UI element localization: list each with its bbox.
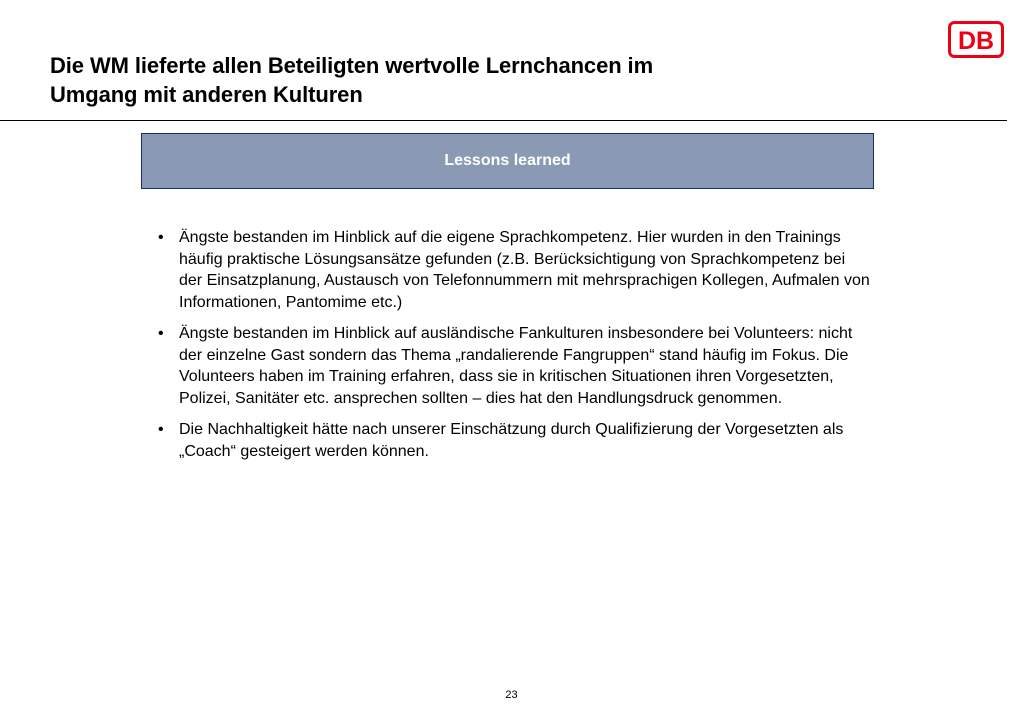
page-number: 23 [505,689,518,701]
lessons-learned-header [141,133,874,189]
bullet-item [158,419,870,462]
lessons-learned-label: Lessons learned [444,152,571,169]
bullet-item [158,227,870,313]
bullet-text: Die Nachhaltigkeit hätte nach unserer Einschätzung durch Qualifizierung der Vorgesetzten als „Coach“ gesteigert werden können. [179,421,844,460]
slide-title-line-2: Umgang mit anderen Kulturen [50,82,363,107]
slide-title-line-1: Die WM lieferte allen Beteiligten wertvolle Lernchancen im [50,53,654,78]
bullet-icon: • [158,325,164,342]
bullet-text: Ängste bestanden im Hinblick auf die eigene Sprachkompetenz. Hier wurden in den Trainings häufig praktische Lösungsansätze gefunden (z.B. Berücksichtigung von Sprachkompetenz bei der Einsatzplanung, Austausch von Telefonnummern mit mehrsprachigen Kollegen, Aufmalen von Informationen, Pantomime etc.) [179,229,870,311]
bullet-item [158,323,870,409]
bullet-text: Ängste bestanden im Hinblick auf ausländische Fankulturen insbesondere bei Volunteers: nicht der einzelne Gast sondern das Thema „randalierende Fangruppen“ stand häufig im Fokus. Die Volunteers haben im Training erfahren, dass sie in kritischen Situationen ihren Vorgesetzten, Polizei, Sanitäter etc. ansprechen sollten – dies hat den Handlungsdruck genommen. [179,325,853,407]
bullet-list [158,227,870,472]
bullet-icon: • [158,229,164,246]
db-logo [948,21,1004,58]
slide-title [50,51,870,109]
title-divider [0,120,1007,121]
bullet-icon: • [158,421,164,438]
db-logo-text: DB [957,27,995,55]
